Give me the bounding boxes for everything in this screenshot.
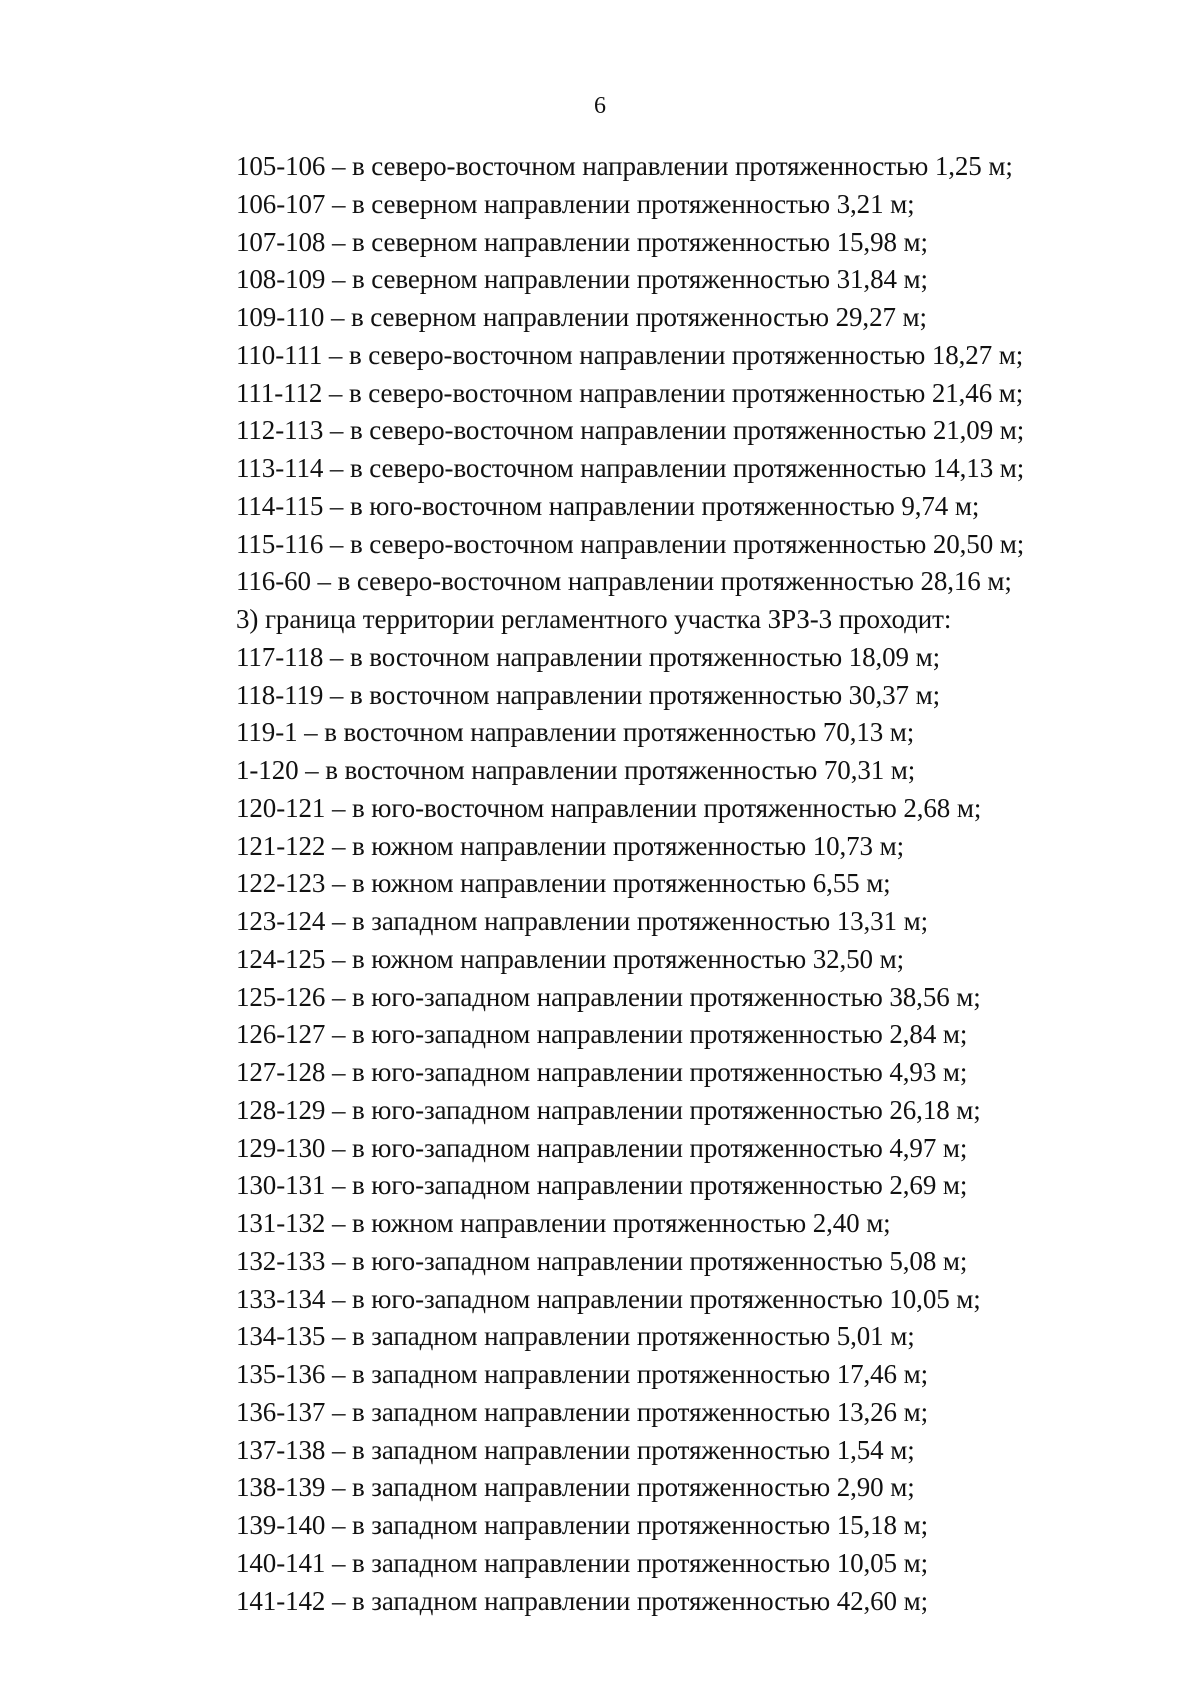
boundary-line: 114-115 – в юго-восточном направлении протяженностью 9,74 м; <box>236 490 980 521</box>
boundary-line: 115-116 – в северо-восточном направлении протяженностью 20,50 м; <box>236 528 1025 559</box>
boundary-line: 105-106 – в северо-восточном направлении протяженностью 1,25 м; <box>236 151 1013 181</box>
boundary-line: 127-128 – в юго-западном направлении протяженностью 4,93 м; <box>236 1057 968 1087</box>
boundary-line: 124-125 – в южном направлении протяженностью 32,50 м; <box>236 943 904 974</box>
boundary-line: 118-119 – в восточном направлении протяженностью 30,37 м; <box>236 679 940 710</box>
boundary-line: 119-1 – в восточном направлении протяженностью 70,13 м; <box>236 717 915 748</box>
boundary-line: 110-111 – в северо-восточном направлении протяженностью 18,27 м; <box>236 339 1024 370</box>
boundary-line: 111-112 – в северо-восточном направлении протяженностью 21,46 м; <box>236 377 1024 408</box>
boundary-line: 131-132 – в южном направлении протяженностью 2,40 м; <box>236 1208 891 1238</box>
boundary-line: 117-118 – в восточном направлении протяженностью 18,09 м; <box>236 641 940 672</box>
boundary-line: 139-140 – в западном направлении протяженностью 15,18 м; <box>236 1510 928 1540</box>
boundary-line: 136-137 – в западном направлении протяженностью 13,26 м; <box>236 1396 928 1427</box>
boundary-line: 130-131 – в юго-западном направлении протяженностью 2,69 м; <box>236 1170 968 1201</box>
page-number: 6 <box>594 93 606 119</box>
boundary-line: 121-122 – в южном направлении протяженностью 10,73 м; <box>236 830 904 861</box>
boundary-line: 134-135 – в западном направлении протяженностью 5,01 м; <box>236 1321 915 1352</box>
boundary-line: 109-110 – в северном направлении протяженностью 29,27 м; <box>236 302 927 332</box>
boundary-line: 133-134 – в юго-западном направлении протяженностью 10,05 м; <box>236 1283 981 1314</box>
boundary-line: 137-138 – в западном направлении протяженностью 1,54 м; <box>236 1434 915 1465</box>
boundary-line: 128-129 – в юго-западном направлении протяженностью 26,18 м; <box>236 1094 981 1125</box>
boundary-line: 113-114 – в северо-восточном направлении протяженностью 14,13 м; <box>236 453 1025 483</box>
boundary-line: 135-136 – в западном направлении протяженностью 17,46 м; <box>236 1359 928 1389</box>
boundary-line: 132-133 – в юго-западном направлении протяженностью 5,08 м; <box>236 1245 968 1276</box>
boundary-line: 126-127 – в юго-западном направлении протяженностью 2,84 м; <box>236 1019 968 1050</box>
boundary-line: 141-142 – в западном направлении протяженностью 42,60 м; <box>236 1585 928 1616</box>
boundary-line: 123-124 – в западном направлении протяженностью 13,31 м; <box>236 906 928 936</box>
boundary-line: 120-121 – в юго-восточном направлении протяженностью 2,68 м; <box>236 792 982 823</box>
section-heading: 3) граница территории регламентного участка ЗРЗ-3 проходит: <box>236 604 952 634</box>
boundary-line: 107-108 – в северном направлении протяженностью 15,98 м; <box>236 226 928 257</box>
boundary-line: 122-123 – в южном направлении протяженностью 6,55 м; <box>236 868 891 899</box>
boundary-line: 116-60 – в северо-восточном направлении протяженностью 28,16 м; <box>236 566 1012 597</box>
boundary-line: 140-141 – в западном направлении протяженностью 10,05 м; <box>236 1547 928 1578</box>
boundary-line: 106-107 – в северном направлении протяженностью 3,21 м; <box>236 188 915 219</box>
boundary-line: 1-120 – в восточном направлении протяженностью 70,31 м; <box>236 755 916 785</box>
boundary-line: 125-126 – в юго-западном направлении протяженностью 38,56 м; <box>236 981 981 1012</box>
boundary-line: 112-113 – в северо-восточном направлении протяженностью 21,09 м; <box>236 415 1025 446</box>
boundary-line: 108-109 – в северном направлении протяженностью 31,84 м; <box>236 264 928 295</box>
boundary-line: 138-139 – в западном направлении протяженностью 2,90 м; <box>236 1472 915 1503</box>
boundary-description-list <box>236 148 1156 1620</box>
boundary-line: 129-130 – в юго-западном направлении протяженностью 4,97 м; <box>236 1132 968 1163</box>
